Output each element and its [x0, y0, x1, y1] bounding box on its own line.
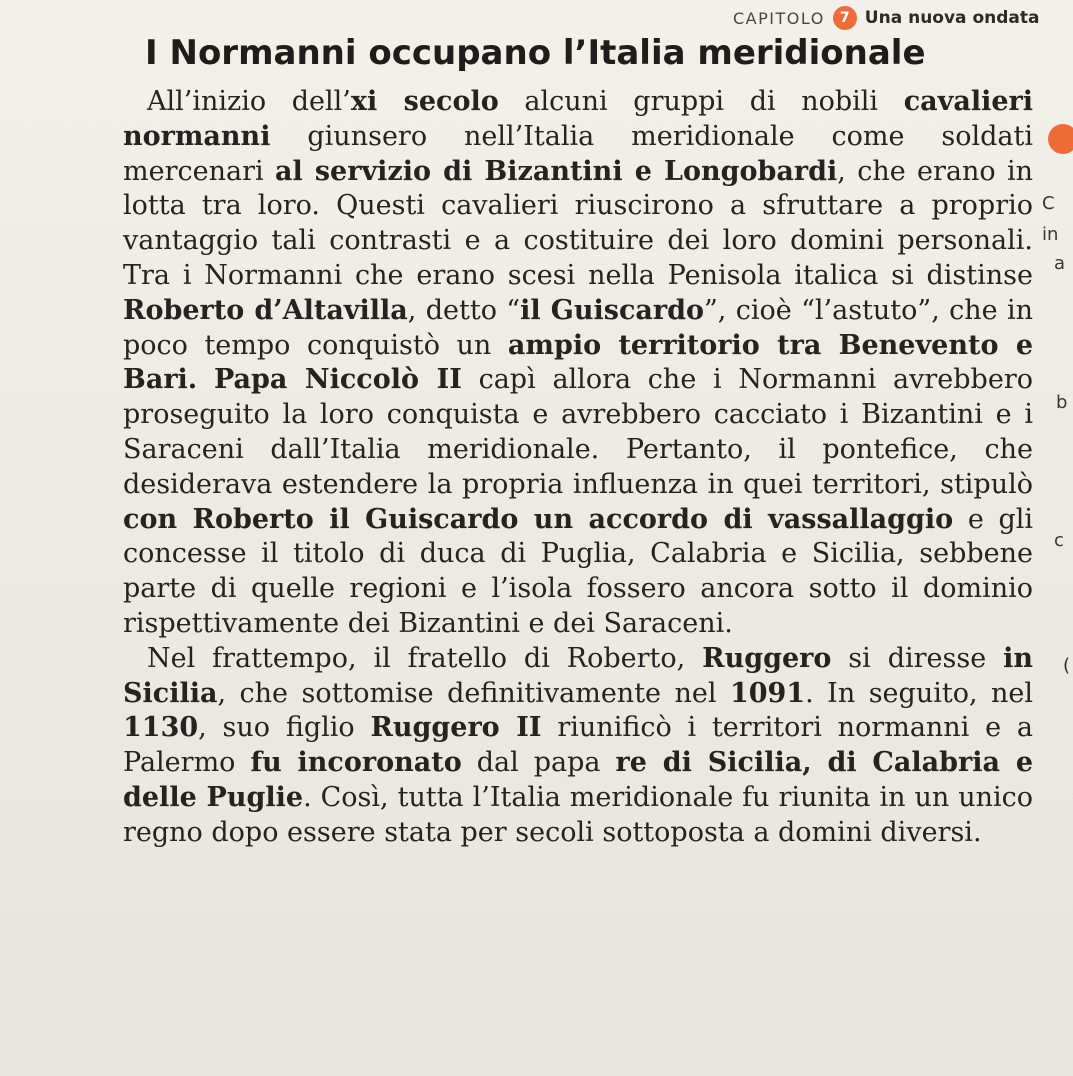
- bold-run: in Sicilia: [123, 642, 1033, 709]
- text-run: capì allora che i Normanni avrebbero proseguito la loro conquista e avrebbero cacciato i Bizantini e i Saraceni dall’Italia meridionale. Pertanto, il pontefice, che desiderava estendere la propria influenza in quei territori, stipulò: [123, 364, 1033, 500]
- bold-run: Papa Niccolò II: [213, 364, 462, 396]
- section-heading: I Normanni occupano l’Italia meridionale: [145, 33, 926, 73]
- bold-run: Ruggero II: [370, 712, 542, 744]
- margin-letter: C: [1042, 193, 1055, 214]
- text-run: , detto “: [407, 294, 521, 326]
- bold-run: fu incoronato: [250, 747, 462, 779]
- bold-run: cavalieri normanni: [123, 86, 1033, 152]
- bold-run: xi secolo: [350, 86, 499, 117]
- margin-letter: in: [1042, 224, 1059, 245]
- text-run: alcuni gruppi di nobili: [498, 86, 904, 117]
- text-run: e gli concesse il titolo di duca di Puglia, Calabria e Sicilia, sebbene parte di quelle regioni e l’isola fossero ancora sotto il dominio rispettivamente dei Bizantini e dei Saraceni.: [123, 503, 1033, 639]
- text-run: , che sottomise definitivamente nel: [217, 677, 730, 709]
- paragraph-normanni-arrival: [123, 85, 1033, 642]
- text-run: ”, cioè “l’astuto”, che in poco tempo conquistò un: [123, 294, 1034, 361]
- chapter-title: Una nuova ondata: [864, 8, 1040, 28]
- margin-letter: a: [1054, 253, 1066, 274]
- text-run: , che erano in lotta tra loro. Questi cavalieri riuscirono a sfruttare a proprio vantaggio tali contrasti e a costituire dei loro domini personali. Tra i Normanni che erano scesi nella Penisola italica si distinse: [123, 155, 1034, 291]
- text-run: [197, 364, 214, 395]
- chapter-number-badge: 7: [833, 6, 857, 30]
- text-run: , suo figlio: [198, 712, 371, 744]
- text-run: giunsero nell’Italia meridionale come soldati mercenari: [123, 120, 1033, 187]
- paragraph-ruggero: [123, 642, 1033, 851]
- text-run: All’inizio dell’: [147, 86, 351, 117]
- margin-letter: b: [1056, 392, 1068, 413]
- text-run: dal papa: [461, 747, 616, 779]
- bold-run: al servizio di Bizantini e Longobardi: [274, 155, 838, 187]
- text-run: Nel frattempo, il fratello di Roberto,: [147, 642, 703, 674]
- text-run: riunificò i territori normanni e a Palermo: [123, 712, 1033, 779]
- bold-run: ampio territorio tra Benevento e Bari.: [123, 329, 1034, 396]
- bold-run: il Guiscardo: [520, 294, 704, 326]
- text-run: si diresse: [831, 642, 1004, 674]
- chapter-header: [733, 4, 1073, 32]
- chapter-label: CAPITOLO: [733, 8, 825, 28]
- bold-run: re di Sicilia, di Calabria e delle Puglie: [123, 747, 1034, 813]
- margin-letter: c: [1054, 530, 1064, 551]
- article-body: [123, 85, 1033, 851]
- bold-run: Roberto d’Altavilla: [123, 294, 408, 326]
- text-run: . In seguito, nel: [805, 677, 1034, 709]
- bold-run: con Roberto il Guiscardo un accordo di vassallaggio: [123, 503, 954, 535]
- bold-run: 1130: [123, 712, 199, 744]
- margin-tab-marker: [1048, 124, 1073, 154]
- bold-run: Ruggero: [702, 642, 832, 674]
- bold-run: 1091: [729, 677, 806, 709]
- text-run: . Così, tutta l’Italia meridionale fu riunita in un unico regno dopo essere stata per secoli sottoposta a domini diversi.: [123, 781, 1034, 848]
- margin-paren: (: [1063, 655, 1071, 676]
- margin-column: [1036, 0, 1073, 1076]
